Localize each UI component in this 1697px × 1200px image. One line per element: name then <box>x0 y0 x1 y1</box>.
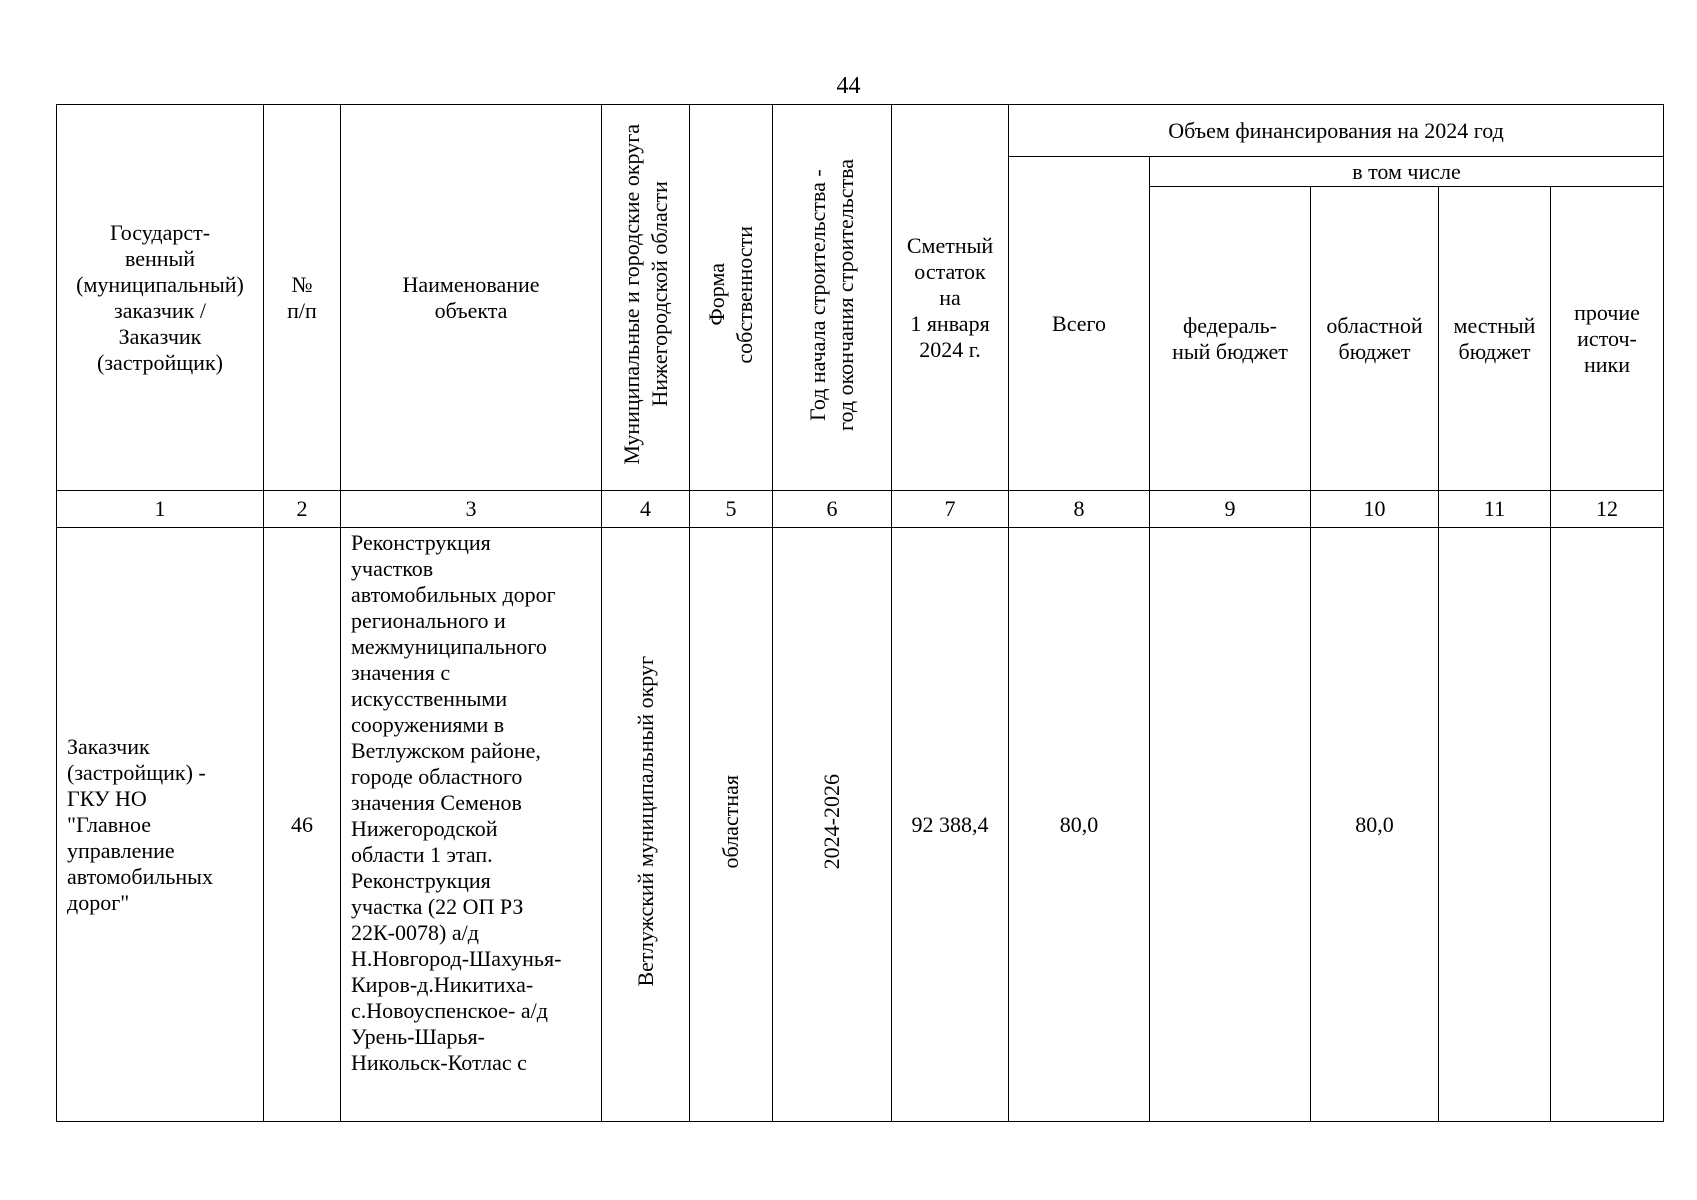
header-years <box>773 105 892 491</box>
row-local <box>1439 528 1551 1122</box>
column-number: 12 <box>1551 491 1664 528</box>
header-federal: федераль- ный бюджет <box>1150 187 1311 491</box>
column-number: 6 <box>773 491 892 528</box>
row-federal <box>1150 528 1311 1122</box>
header-ownership-text: Форма собственности <box>704 225 757 364</box>
column-number: 2 <box>264 491 341 528</box>
header-municipality-text: Муниципальные и городские округа Нижегородской области <box>618 124 672 465</box>
column-number: 3 <box>341 491 602 528</box>
table-row <box>57 528 1664 1122</box>
row-object-name: Реконструкция участков автомобильных дорог регионального и межмуниципального значения с искусственными сооружениями в Ветлужском районе, городе областного значения Семенов Нижегородской области 1 этап. Реконструкция участка (22 ОП РЗ 22К-0078) а/д Н.Новгород-Шахунья- Киров-д.Никитиха- с.Новоуспенское- а/д Урень-Шарья- Никольск-Котлас с <box>341 528 602 1122</box>
row-ownership-text: областная <box>718 774 743 869</box>
header-estimate-balance: Сметный остаток на 1 января 2024 г. <box>892 105 1009 491</box>
header-number: № п/п <box>264 105 341 491</box>
column-number: 5 <box>690 491 773 528</box>
column-number: 7 <box>892 491 1009 528</box>
column-number-row <box>57 491 1664 528</box>
header-object-name: Наименование объекта <box>341 105 602 491</box>
row-estimate-balance: 92 388,4 <box>892 528 1009 1122</box>
row-years-text: 2024-2026 <box>819 773 844 870</box>
row-other <box>1551 528 1664 1122</box>
header-row-1 <box>57 105 1664 157</box>
row-ownership <box>690 528 773 1122</box>
row-municipality <box>602 528 690 1122</box>
column-number: 8 <box>1009 491 1150 528</box>
header-local: местный бюджет <box>1439 187 1551 491</box>
page-number: 44 <box>836 73 861 99</box>
header-other: прочие источ- ники <box>1551 187 1664 491</box>
row-municipality-text: Ветлужский муниципальный округ <box>632 656 658 987</box>
column-number: 10 <box>1311 491 1439 528</box>
column-number: 9 <box>1150 491 1311 528</box>
header-customer: Государст- венный (муниципальный) заказчик / Заказчик (застройщик) <box>57 105 264 491</box>
header-municipality <box>602 105 690 491</box>
header-ownership <box>690 105 773 491</box>
header-total: Всего <box>1009 157 1150 491</box>
header-years-text: Год начала строительства - год окончания строительства <box>805 158 858 431</box>
column-number: 1 <box>57 491 264 528</box>
row-customer: Заказчик (застройщик) - ГКУ НО "Главное управление автомобильных дорог" <box>57 528 264 1122</box>
investment-table <box>56 104 1664 1122</box>
header-regional: областной бюджет <box>1311 187 1439 491</box>
row-years <box>773 528 892 1122</box>
row-number: 46 <box>264 528 341 1122</box>
header-funding-title: Объем финансирования на 2024 год <box>1009 105 1664 157</box>
column-number: 4 <box>602 491 690 528</box>
header-including: в том числе <box>1150 157 1664 187</box>
column-number: 11 <box>1439 491 1551 528</box>
row-total: 80,0 <box>1009 528 1150 1122</box>
row-regional: 80,0 <box>1311 528 1439 1122</box>
